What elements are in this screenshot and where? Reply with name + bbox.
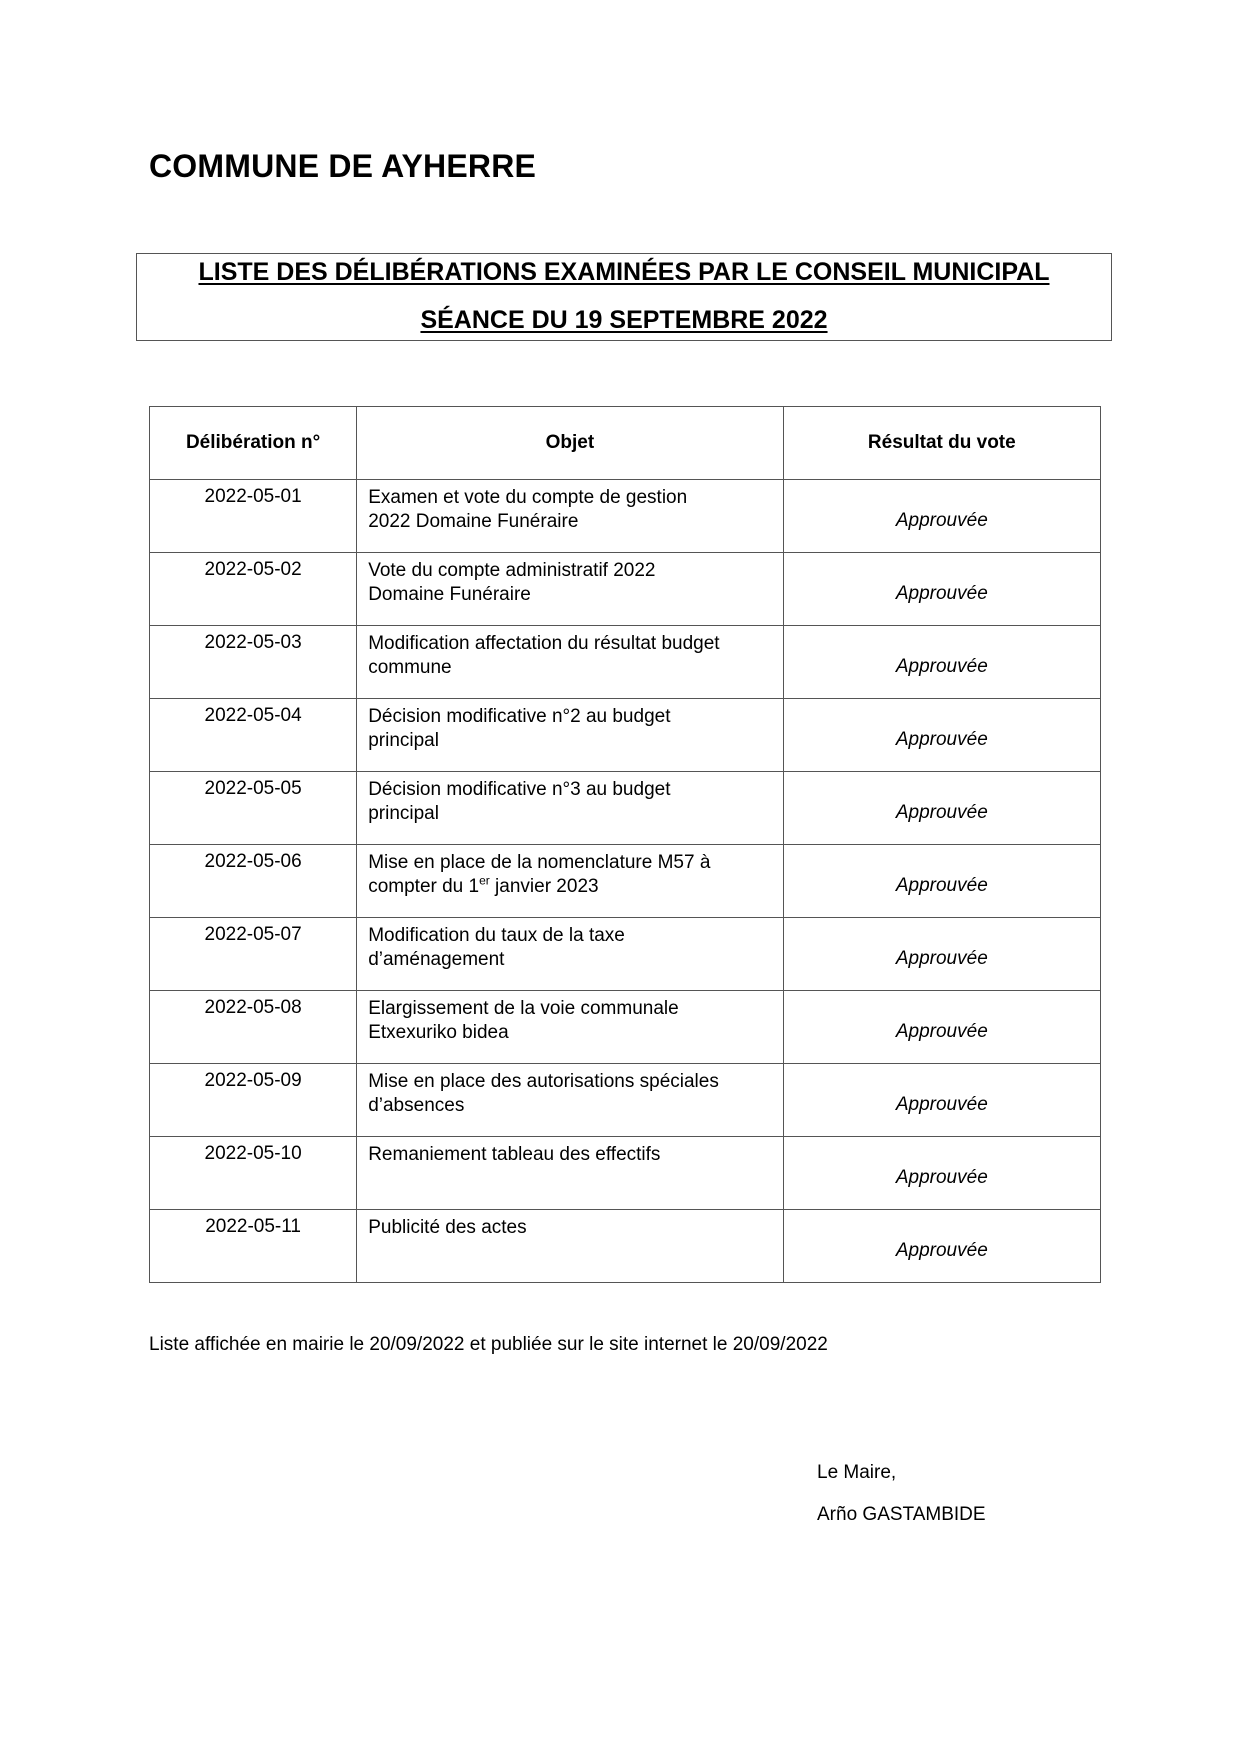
deliberation-objet bbox=[357, 626, 783, 699]
vote-result: Approuvée bbox=[783, 772, 1100, 845]
deliberation-objet bbox=[357, 699, 783, 772]
deliberation-number: 2022-05-07 bbox=[150, 918, 357, 991]
deliberation-number: 2022-05-09 bbox=[150, 1064, 357, 1137]
header-deliberation-number: Délibération n° bbox=[150, 407, 357, 480]
ordinal-superscript: er bbox=[479, 873, 490, 888]
vote-result: Approuvée bbox=[783, 699, 1100, 772]
deliberation-number: 2022-05-01 bbox=[150, 480, 357, 553]
objet-line: Mise en place des autorisations spéciales bbox=[368, 1071, 719, 1092]
deliberation-objet bbox=[357, 772, 783, 845]
deliberation-objet bbox=[357, 480, 783, 553]
deliberation-objet bbox=[357, 553, 783, 626]
title-box bbox=[136, 253, 1112, 341]
table-row bbox=[150, 772, 1101, 845]
header-vote-result: Résultat du vote bbox=[783, 407, 1100, 480]
deliberation-number: 2022-05-08 bbox=[150, 991, 357, 1064]
objet-line: Modification du taux de la taxe bbox=[368, 925, 625, 946]
signatory-role: Le Maire, bbox=[817, 1462, 897, 1483]
objet-line: Examen et vote du compte de gestion bbox=[368, 487, 688, 508]
deliberation-objet bbox=[357, 1210, 783, 1283]
objet-line-suffix: janvier 2023 bbox=[489, 876, 599, 897]
deliberation-number: 2022-05-04 bbox=[150, 699, 357, 772]
deliberation-objet bbox=[357, 991, 783, 1064]
objet-line-prefix: compter du 1 bbox=[368, 876, 480, 897]
deliberation-objet bbox=[357, 1137, 783, 1210]
deliberation-number: 2022-05-10 bbox=[150, 1137, 357, 1210]
objet-line: 2022 Domaine Funéraire bbox=[368, 511, 579, 532]
objet-line: Vote du compte administratif 2022 bbox=[368, 560, 656, 581]
objet-line: principal bbox=[368, 803, 439, 824]
deliberation-objet bbox=[357, 845, 783, 918]
commune-name: COMMUNE DE AYHERRE bbox=[149, 148, 537, 184]
vote-result: Approuvée bbox=[783, 991, 1100, 1064]
deliberation-number: 2022-05-03 bbox=[150, 626, 357, 699]
objet-line: Modification affectation du résultat budget bbox=[368, 633, 720, 654]
vote-result: Approuvée bbox=[783, 1137, 1100, 1210]
table-row bbox=[150, 845, 1101, 918]
table-row bbox=[150, 626, 1101, 699]
objet-line: commune bbox=[368, 657, 452, 678]
objet-line: Mise en place de la nomenclature M57 à bbox=[368, 852, 711, 873]
deliberation-number: 2022-05-11 bbox=[150, 1210, 357, 1283]
deliberation-objet bbox=[357, 1064, 783, 1137]
vote-result: Approuvée bbox=[783, 1210, 1100, 1283]
table-row bbox=[150, 480, 1101, 553]
table-row bbox=[150, 918, 1101, 991]
objet-line: Elargissement de la voie communale bbox=[368, 998, 679, 1019]
vote-result: Approuvée bbox=[783, 1064, 1100, 1137]
deliberation-number: 2022-05-06 bbox=[150, 845, 357, 918]
deliberation-number: 2022-05-05 bbox=[150, 772, 357, 845]
deliberation-number: 2022-05-02 bbox=[150, 553, 357, 626]
vote-result: Approuvée bbox=[783, 845, 1100, 918]
table-row bbox=[150, 1137, 1101, 1210]
vote-result: Approuvée bbox=[783, 918, 1100, 991]
vote-result: Approuvée bbox=[783, 553, 1100, 626]
objet-line: Publicité des actes bbox=[368, 1217, 527, 1238]
objet-line: Etxexuriko bidea bbox=[368, 1022, 509, 1043]
header-objet: Objet bbox=[357, 407, 783, 480]
signatory-name: Arño GASTAMBIDE bbox=[817, 1504, 986, 1525]
table-header-row bbox=[150, 407, 1101, 480]
vote-result: Approuvée bbox=[783, 480, 1100, 553]
table-row bbox=[150, 699, 1101, 772]
publication-note: Liste affichée en mairie le 20/09/2022 et publiée sur le site internet le 20/09/2022 bbox=[149, 1334, 828, 1355]
title-line-2: SÉANCE DU 19 SEPTEMBRE 2022 bbox=[420, 306, 828, 334]
objet-line: principal bbox=[368, 730, 439, 751]
table-row bbox=[150, 1064, 1101, 1137]
objet-line: d’aménagement bbox=[368, 949, 505, 970]
title-line-1: LISTE DES DÉLIBÉRATIONS EXAMINÉES PAR LE CONSEIL MUNICIPAL bbox=[198, 258, 1050, 286]
table-row bbox=[150, 553, 1101, 626]
deliberations-table bbox=[149, 406, 1101, 1283]
objet-line: Remaniement tableau des effectifs bbox=[368, 1144, 661, 1165]
vote-result: Approuvée bbox=[783, 626, 1100, 699]
table-row bbox=[150, 1210, 1101, 1283]
objet-line: d’absences bbox=[368, 1095, 465, 1116]
objet-line: Domaine Funéraire bbox=[368, 584, 531, 605]
objet-line: Décision modificative n°2 au budget bbox=[368, 706, 671, 727]
objet-line: Décision modificative n°3 au budget bbox=[368, 779, 671, 800]
deliberation-objet bbox=[357, 918, 783, 991]
table-row bbox=[150, 991, 1101, 1064]
